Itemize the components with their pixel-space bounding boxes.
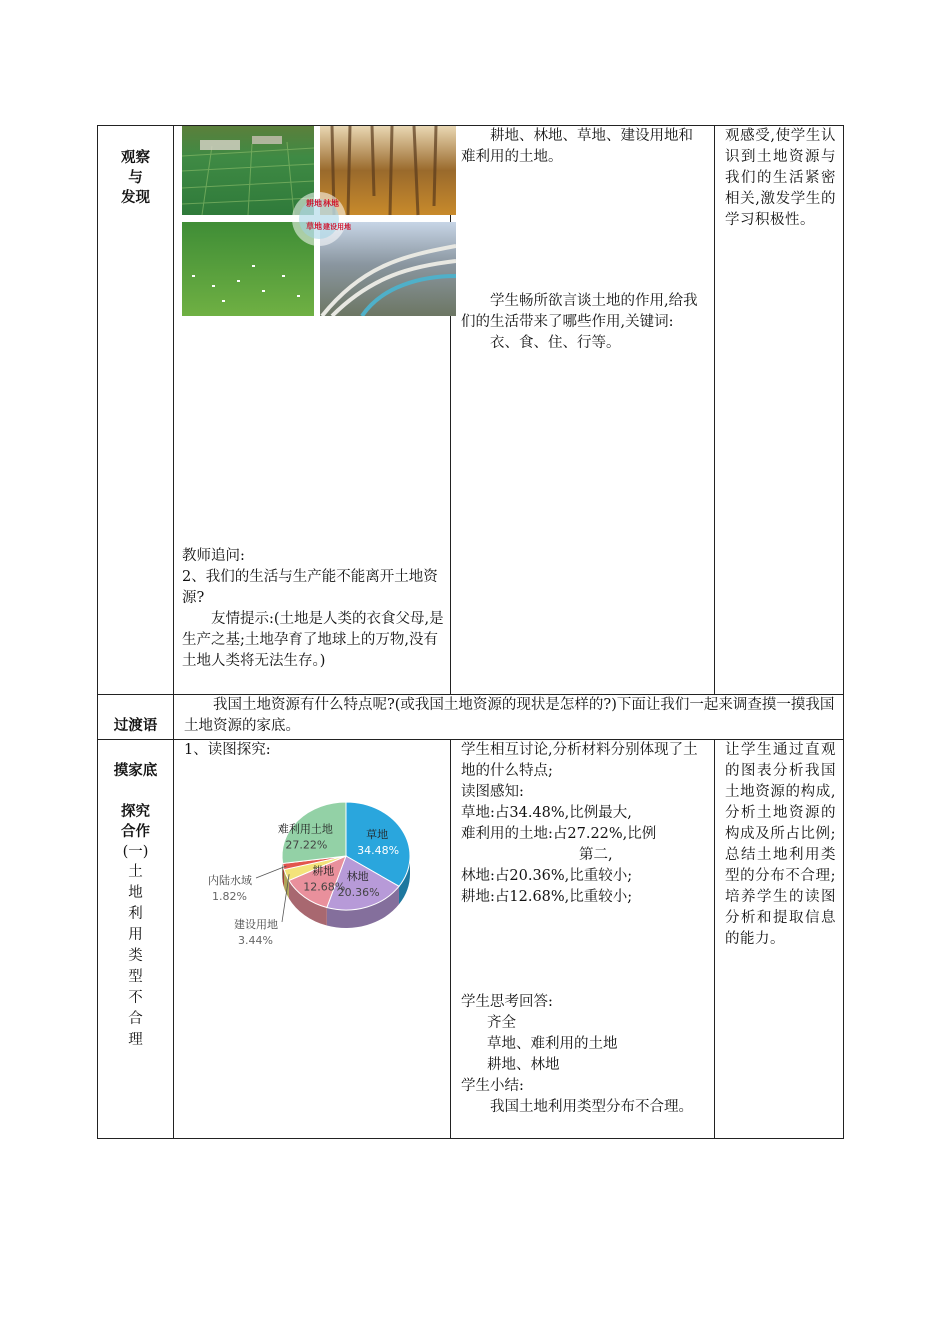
label-forest: 林地 (323, 199, 339, 208)
label-construction: 建设用地 (323, 223, 351, 231)
pie-label-2: 耕地 (312, 864, 335, 878)
teacher-followup: 教师追问: (182, 548, 245, 564)
think-label: 学生思考回答: (461, 994, 553, 1010)
question-2: 2、我们的生活与生产能不能离开土地资源? (182, 569, 438, 606)
summary-text: 我国土地利用类型分布不合理。 (490, 1099, 693, 1115)
pie-leader-4 (256, 866, 286, 878)
intent-text-1: 观感受,使学生认识到土地资源与我们的生活紧密相关,激发学生的学习积极性。 (725, 128, 836, 228)
pie-label-3: 建设用地 (234, 918, 278, 931)
row-label-explore: 摸家底 探究 合作 (一) 土 地 利 用 类 型 不 合 理 (113, 763, 158, 1048)
line-grass: 草地:占34.48%,比例最大, (461, 805, 632, 821)
row-transition (97, 694, 844, 739)
pie-label-1: 林地 (346, 870, 369, 884)
line-farm: 耕地:占12.68%,比重较小; (461, 889, 633, 905)
pie-label-5: 难利用土地 (277, 822, 333, 836)
answer-2: 草地、难利用的土地 (487, 1036, 618, 1052)
pie-label-4: 内陆水域 (208, 874, 252, 887)
land-photo-collage (182, 126, 456, 316)
read-map: 读图感知: (461, 784, 524, 800)
pie-value-5: 27.22% (285, 838, 328, 852)
row-label-observe: 观察 与 发现 (121, 150, 150, 206)
pie-label-0: 草地 (366, 828, 389, 842)
teacher-cell (174, 126, 450, 694)
intent-text-3: 让学生通过直观的图表分析我国土地资源的构成,分析土地资源的构成及所占比例;总结土地利用类型的分布不合理;培养学生的读图分析和提取信息的能力。 (725, 742, 836, 947)
teacher-cell-3 (174, 740, 450, 1138)
intent-cell (715, 126, 844, 694)
intent-cell-3 (715, 740, 844, 1138)
label-farmland: 耕地 (306, 199, 322, 208)
lesson-table (97, 125, 844, 1139)
pie-value-4: 1.82% (212, 890, 247, 903)
pie-value-3: 3.44% (238, 934, 273, 947)
student-cell (451, 126, 714, 694)
land-use-pie-chart (174, 778, 444, 978)
line-hard-2: 第二, (579, 847, 613, 863)
label-grass: 草地 (306, 222, 322, 231)
pie-value-1: 20.36% (337, 886, 380, 900)
row-label-transition: 过渡语 (113, 718, 158, 734)
activity-title: 1、读图探究: (184, 742, 271, 758)
student-discuss: 学生相互讨论,分析材料分别体现了土地的什么特点; (461, 742, 698, 779)
student-cell-3 (451, 740, 714, 1138)
student-answer-2: 学生畅所欲言谈土地的作用,给我们的生活带来了哪些作用,关键词: (461, 293, 698, 330)
answer-3: 耕地、林地 (487, 1057, 560, 1073)
row-observe (97, 125, 844, 694)
hint-text: 友情提示:(土地是人类的衣食父母,是生产之基;土地孕育了地球上的万物,没有土地人类将无法生存。) (182, 611, 444, 669)
student-keywords: 衣、食、住、行等。 (490, 335, 621, 351)
transition-text: 我国土地资源有什么特点呢?(或我国土地资源的现状是怎样的?)下面让我们一起来调查摸一摸我国土地资源的家底。 (184, 697, 835, 734)
summary-label: 学生小结: (461, 1078, 524, 1094)
line-forest: 林地:占20.36%,比重较小; (461, 868, 633, 884)
line-hard: 难利用的土地:占27.22%,比例 (461, 826, 657, 842)
pie-value-2: 12.68% (303, 880, 346, 894)
row-explore (97, 739, 844, 1139)
answer-1: 齐全 (487, 1015, 516, 1031)
pie-value-0: 34.48% (357, 844, 400, 858)
student-answer-1: 耕地、林地、草地、建设用地和难利用的土地。 (461, 128, 693, 165)
